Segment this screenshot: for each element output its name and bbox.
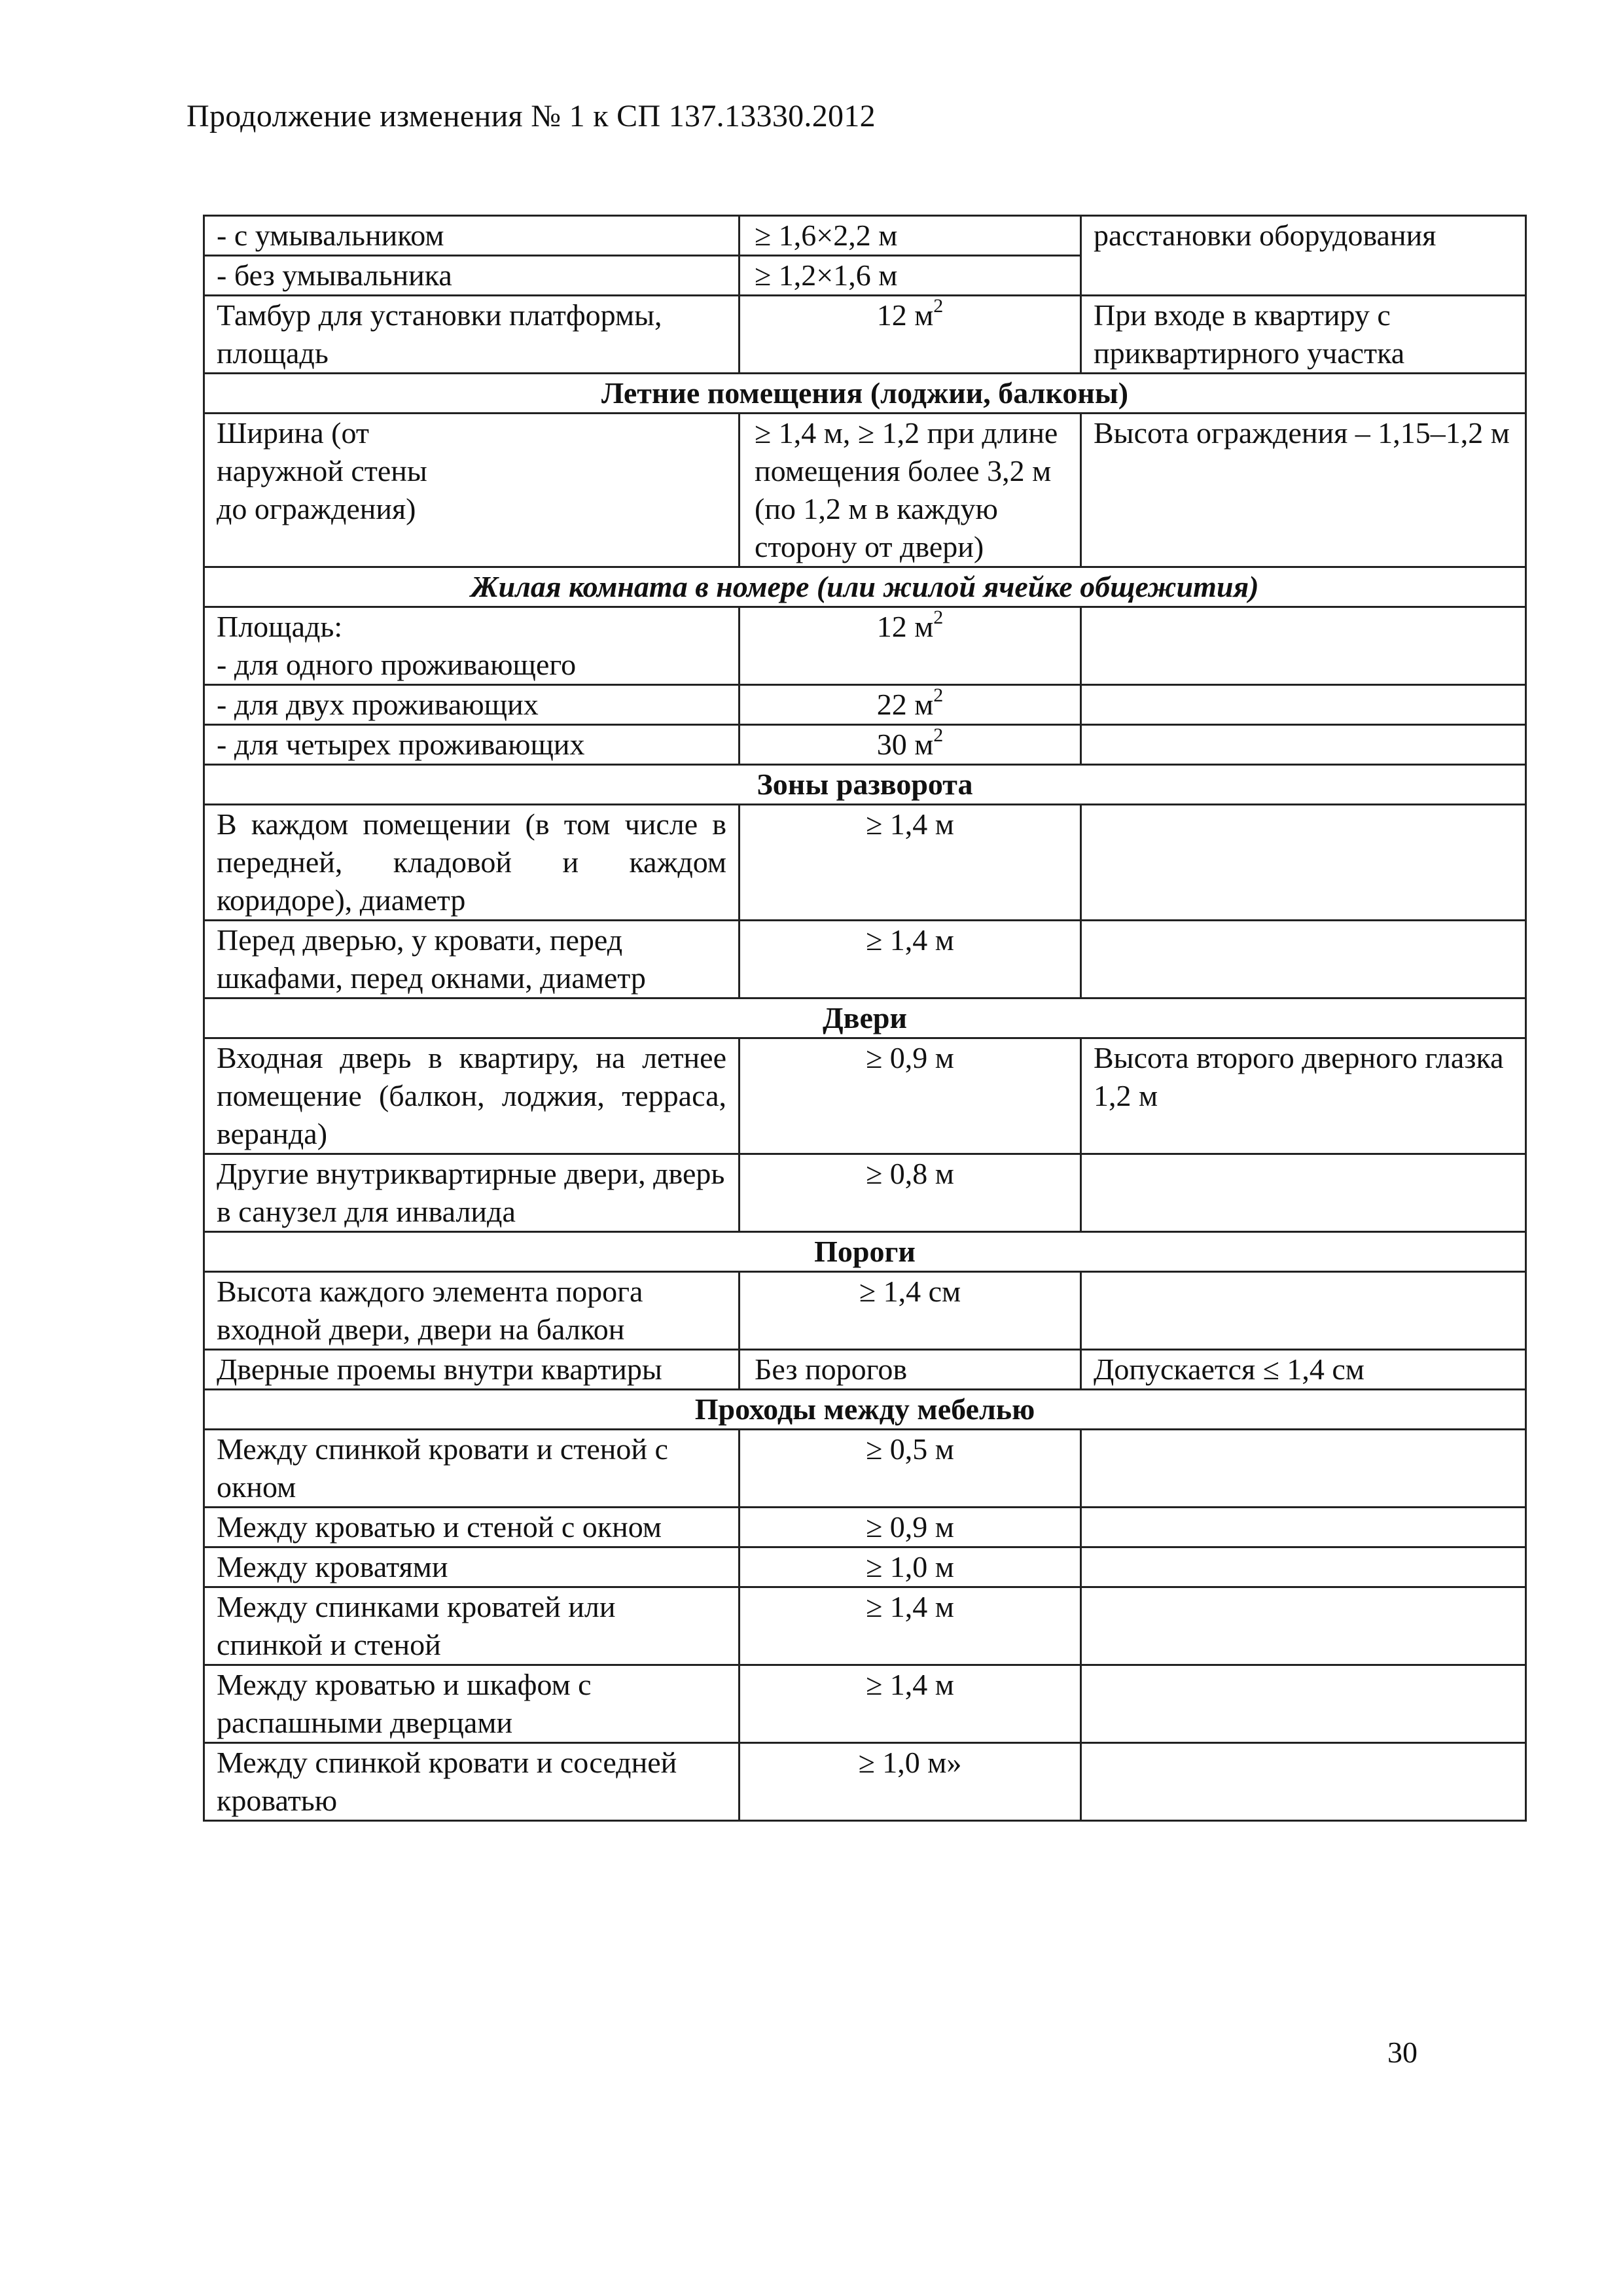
row-label: Тамбур для установки платформы, площадь — [204, 296, 740, 374]
table-row — [204, 1508, 1526, 1547]
row-note: При входе в квартиру с приквартирного участка — [1081, 296, 1526, 374]
table-row — [204, 1430, 1526, 1508]
width-label: Ширина (от наружной стены до ограждения) — [217, 416, 427, 525]
row-note — [1081, 921, 1526, 998]
row-note — [1081, 1587, 1526, 1665]
row-note — [1081, 805, 1526, 921]
row-label: Между кроватью и шкафом с распашными дверцами — [204, 1665, 740, 1743]
row-value: ≥ 1,6×2,2 м — [740, 216, 1081, 256]
page-header: Продолжение изменения № 1 к СП 137.13330.2012 — [187, 99, 876, 133]
row-value: 30 $м^2$ — [740, 725, 1081, 765]
table-row — [204, 725, 1526, 765]
row-label: Перед дверью, у кровати, перед шкафами, перед окнами, диаметр — [204, 921, 740, 998]
row-note — [1081, 1547, 1526, 1587]
row-label: Между спинками кроватей или спинкой и стеной — [204, 1587, 740, 1665]
area-label: Площадь: — [217, 610, 343, 643]
row-label: В каждом помещении (в том числе в передней, кладовой и каждом коридоре), диаметр — [204, 805, 740, 921]
table-row — [204, 1547, 1526, 1587]
row-note — [1081, 685, 1526, 725]
row-label: - без умывальника — [204, 256, 740, 296]
row-value: ≥ 0,5 м — [740, 1430, 1081, 1508]
row-label: - для двух проживающих — [204, 685, 740, 725]
row-value: ≥ 1,4 м — [740, 921, 1081, 998]
section-title-doors: Двери — [204, 998, 1526, 1038]
row-label: Входная дверь в квартиру, на летнее помещение (балкон, лоджия, терраса, веранда) — [204, 1038, 740, 1154]
table-row — [204, 1272, 1526, 1350]
row-label — [204, 607, 740, 685]
row-value: 12 $м^2$ — [740, 296, 1081, 374]
row-note: Высота ограждения – 1,15–1,2 м — [1081, 414, 1526, 567]
row-note: Высота второго дверного глазка 1,2 м — [1081, 1038, 1526, 1154]
table-row — [204, 685, 1526, 725]
row-value: ≥ 0,9 м — [740, 1038, 1081, 1154]
table-row — [204, 1743, 1526, 1821]
table-row — [204, 1587, 1526, 1665]
row-note: расстановки оборудования — [1081, 216, 1526, 296]
row-label: - с умывальником — [204, 216, 740, 256]
row-value: ≥ 1,4 см — [740, 1272, 1081, 1350]
row-value: ≥ 1,4 м — [740, 1665, 1081, 1743]
table-row — [204, 216, 1526, 256]
row-value: 12 $м^2$ — [740, 607, 1081, 685]
row-value: ≥ 1,0 м» — [740, 1743, 1081, 1821]
row-label: Дверные проемы внутри квартиры — [204, 1350, 740, 1390]
section-header — [204, 1232, 1526, 1272]
row-value: ≥ 1,2×1,6 м — [740, 256, 1081, 296]
row-note — [1081, 1743, 1526, 1821]
row-note — [1081, 1665, 1526, 1743]
row-note — [1081, 1272, 1526, 1350]
row-label: Между кроватью и стеной с окном — [204, 1508, 740, 1547]
row-value: ≥ 0,9 м — [740, 1508, 1081, 1547]
table-row — [204, 1350, 1526, 1390]
table-row — [204, 1154, 1526, 1232]
row-value: ≥ 0,8 м — [740, 1154, 1081, 1232]
requirements-table — [203, 215, 1527, 1822]
row-label — [204, 414, 740, 567]
row-value: 22 $м^2$ — [740, 685, 1081, 725]
section-header — [204, 765, 1526, 805]
row-note — [1081, 1430, 1526, 1508]
section-header — [204, 1390, 1526, 1430]
row-value: Без порогов — [740, 1350, 1081, 1390]
row-label: Между спинкой кровати и соседней кроватью — [204, 1743, 740, 1821]
page-number: 30 — [1387, 2036, 1418, 2069]
section-title-turn: Зоны разворота — [204, 765, 1526, 805]
row-label: Высота каждого элемента порога входной двери, двери на балкон — [204, 1272, 740, 1350]
row-note: Допускается ≤ 1,4 см — [1081, 1350, 1526, 1390]
table-row — [204, 1038, 1526, 1154]
table-row — [204, 805, 1526, 921]
row-value: ≥ 1,4 м — [740, 1587, 1081, 1665]
section-header — [204, 374, 1526, 414]
table-row — [204, 921, 1526, 998]
row-value: ≥ 1,0 м — [740, 1547, 1081, 1587]
row-note — [1081, 725, 1526, 765]
section-title-room: Жилая комната в номере (или жилой ячейке общежития) — [204, 567, 1526, 607]
row-value: ≥ 1,4 м — [740, 805, 1081, 921]
table-row — [204, 296, 1526, 374]
section-header — [204, 567, 1526, 607]
row-value: ≥ 1,4 м, ≥ 1,2 при длине помещения более 3,2 м (по 1,2 м в каждую сторону от двери) — [740, 414, 1081, 567]
area-one-label: - для одного проживающего — [217, 648, 577, 681]
row-label: Между кроватями — [204, 1547, 740, 1587]
section-title-thresholds: Пороги — [204, 1232, 1526, 1272]
row-label: Другие внутриквартирные двери, дверь в санузел для инвалида — [204, 1154, 740, 1232]
row-note — [1081, 1154, 1526, 1232]
section-title-summer: Летние помещения (лоджии, балконы) — [204, 374, 1526, 414]
row-label: - для четырех проживающих — [204, 725, 740, 765]
table-row — [204, 607, 1526, 685]
row-note — [1081, 607, 1526, 685]
section-header — [204, 998, 1526, 1038]
section-title-passages: Проходы между мебелью — [204, 1390, 1526, 1430]
row-note — [1081, 1508, 1526, 1547]
table-row — [204, 1665, 1526, 1743]
table-row — [204, 414, 1526, 567]
row-label: Между спинкой кровати и стеной с окном — [204, 1430, 740, 1508]
